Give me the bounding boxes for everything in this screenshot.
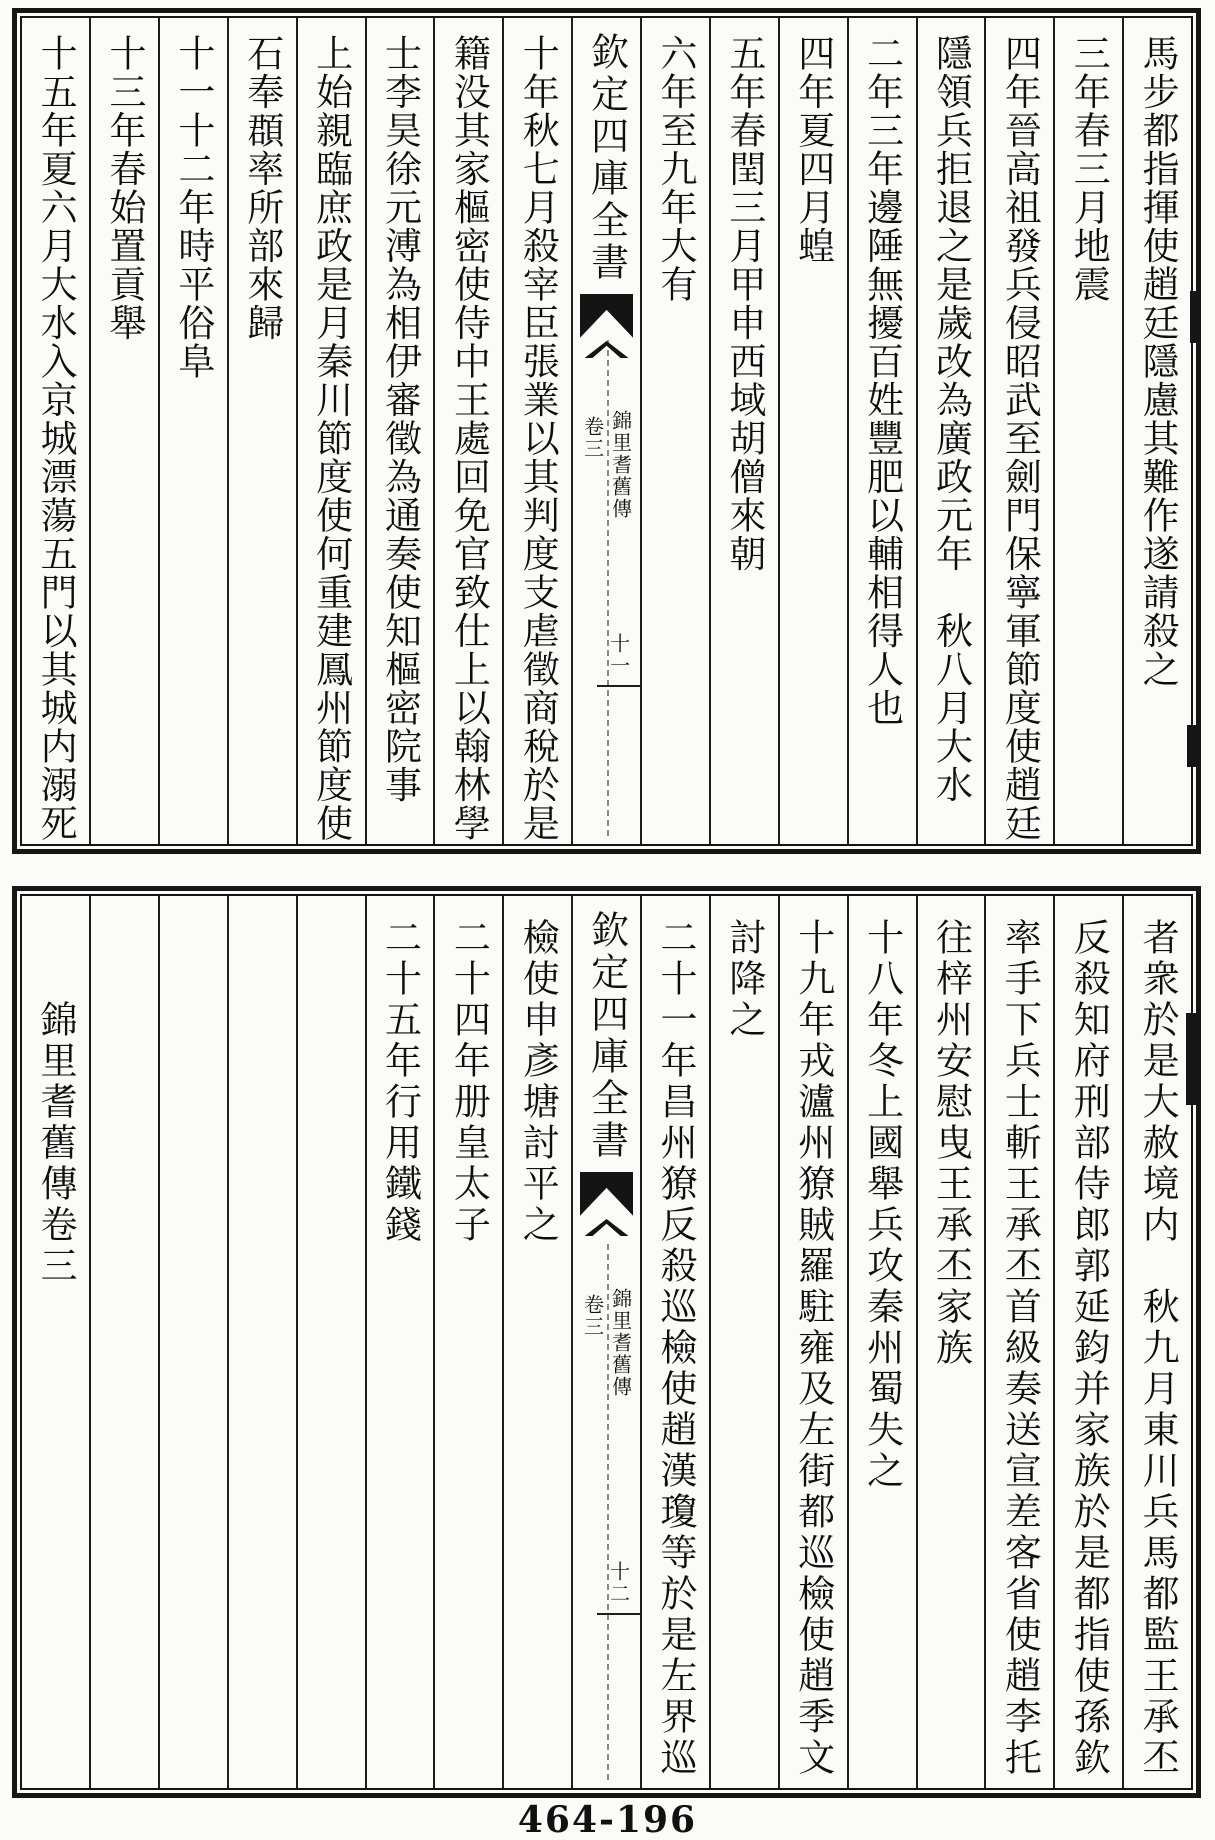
column-text: 籍没其家樞密使侍中王處回免官致仕上以翰林學 — [447, 34, 491, 843]
text-column — [984, 18, 1053, 844]
column-text: 六年至九年大有 — [653, 34, 697, 304]
ink-smudge — [1186, 1013, 1196, 1105]
column-text: 四年晉高祖發兵侵昭武至劍門保寧軍節度使趙廷 — [998, 34, 1042, 843]
column-text: 錦里耆舊傳卷三 — [34, 918, 78, 1287]
text-column — [916, 18, 985, 844]
empty-column — [227, 896, 296, 1788]
column-text: 二十一年昌州獠反殺巡檢使趙漢瓊等於是左界巡 — [653, 918, 697, 1779]
text-column — [158, 18, 227, 844]
column-text: 三年春三月地震 — [1067, 34, 1111, 304]
text-column — [22, 18, 89, 844]
text-column — [778, 18, 847, 844]
column-text: 士李昊徐元溥為相伊審徵為通奏使知樞密院事 — [378, 34, 422, 804]
ink-smudge — [1190, 291, 1196, 343]
text-column — [778, 896, 847, 1788]
text-column — [22, 896, 89, 1788]
empty-column — [158, 896, 227, 1788]
column-text: 隱領兵拒退之是歲改為廣政元年 秋八月大水 — [929, 34, 973, 804]
text-column — [640, 896, 709, 1788]
column-text: 上始親臨庶政是月秦川節度使何重建鳳州節度使 — [309, 34, 353, 843]
column-text: 十八年冬上國舉兵攻秦州蜀失之 — [860, 918, 904, 1492]
column-text: 二十五年行用鐵錢 — [378, 918, 422, 1246]
banxin-folio-number: 十一 — [606, 633, 631, 678]
text-column — [502, 896, 571, 1788]
text-column — [89, 18, 158, 844]
empty-column — [89, 896, 158, 1788]
banxin-series-title: 欽定四庫全書 — [584, 32, 629, 284]
ink-smudge — [1187, 725, 1196, 767]
column-text: 者衆於是大赦境内 秋九月東川兵馬都監王承丕 — [1136, 918, 1180, 1779]
column-text: 率手下兵士斬王承丕首級奏送宣差客省使趙李托 — [998, 918, 1042, 1779]
text-column — [984, 896, 1053, 1788]
banxin-series-title: 欽定四庫全書 — [584, 910, 629, 1162]
columns — [22, 896, 1191, 1788]
column-text: 馬步都指揮使趙廷隱慮其難作遂請殺之 — [1136, 34, 1180, 689]
column-text: 五年春閏三月甲申西域胡僧來朝 — [722, 34, 766, 573]
fold-line — [607, 1244, 609, 1780]
banxin-column — [571, 18, 640, 844]
text-column — [1053, 896, 1122, 1788]
column-text: 二年三年邊陲無擾百姓豐肥以輔相得人也 — [860, 34, 904, 727]
fold-line — [607, 340, 609, 836]
banxin-juan: 卷三 — [580, 416, 605, 460]
column-text: 十九年戎瀘州獠賊羅駐雍及左街都巡檢使趙季文 — [791, 918, 835, 1779]
text-column — [847, 896, 916, 1788]
banxin-book-title: 錦里耆舊傳 — [608, 1288, 633, 1398]
column-text: 往梓州安慰曳王承丕家族 — [929, 918, 973, 1369]
banxin-column — [571, 896, 640, 1788]
column-text: 反殺知府刑部侍郎郭延鈞并家族於是都指使孫欽 — [1067, 918, 1111, 1779]
fishtail-icon — [580, 1172, 634, 1216]
text-column — [433, 896, 502, 1788]
text-column — [709, 18, 778, 844]
text-column — [916, 896, 985, 1788]
text-column — [1122, 896, 1191, 1788]
fishtail-icon — [580, 294, 634, 338]
column-text: 十五年夏六月大水入京城漂蕩五門以其城内溺死 — [34, 34, 78, 843]
column-text: 十三年春始置貢舉 — [102, 34, 146, 342]
text-column — [640, 18, 709, 844]
text-block-bottom — [12, 886, 1201, 1798]
text-column — [296, 18, 365, 844]
text-column — [227, 18, 296, 844]
text-column — [1053, 18, 1122, 844]
banxin-folio-wrap — [597, 633, 640, 687]
column-text: 石奉頵率所部來歸 — [240, 34, 284, 342]
text-column — [709, 896, 778, 1788]
page-number: 464-196 — [517, 1799, 698, 1840]
text-column — [847, 18, 916, 844]
banxin-juan: 卷三 — [580, 1294, 605, 1338]
text-column — [433, 18, 502, 844]
text-column — [502, 18, 571, 844]
column-text: 討降之 — [722, 918, 766, 1041]
banxin-folio-wrap — [597, 1561, 640, 1615]
column-text: 檢使申彥塘討平之 — [516, 918, 560, 1246]
column-text: 二十四年册皇太子 — [447, 918, 491, 1246]
text-column — [1122, 18, 1191, 844]
empty-column — [296, 896, 365, 1788]
text-column — [365, 18, 434, 844]
column-text: 四年夏四月蝗 — [791, 34, 835, 265]
banxin-folio-number: 十二 — [606, 1560, 631, 1605]
column-text: 十年秋七月殺宰臣張業以其判度支虐徵商稅於是 — [516, 34, 560, 843]
text-column — [365, 896, 434, 1788]
column-text: 十一十二年時平俗阜 — [171, 34, 215, 381]
text-block-top — [12, 8, 1201, 854]
banxin-book-title: 錦里耆舊傳 — [608, 410, 633, 520]
columns — [22, 18, 1191, 844]
chevron-mark-icon — [585, 1219, 629, 1236]
